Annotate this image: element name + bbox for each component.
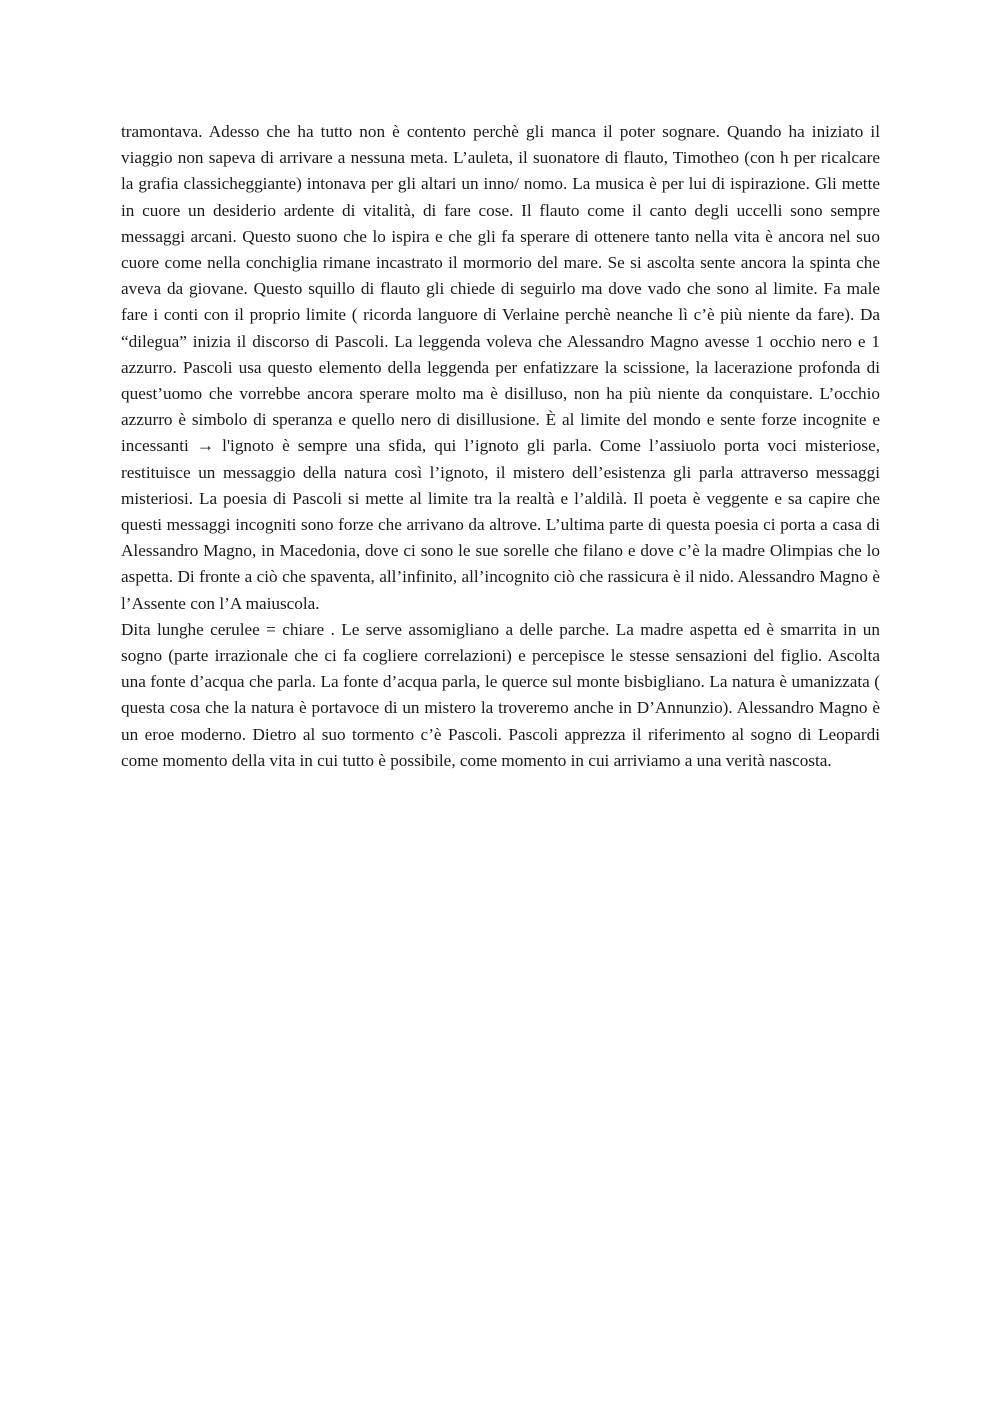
body-text xyxy=(121,119,880,774)
paragraph-2: Dita lunghe cerulee = chiare . Le serve assomigliano a delle parche. La madre aspetta ed è smarrita in un sogno (parte irrazionale che ci fa cogliere correlazioni) e percepisce le stesse sensazioni del figlio. Ascolta una fonte d’acqua che parla. La fonte d’acqua parla, le querce sul monte bisbigliano. La natura è umanizzata ( questa cosa che la natura è portavoce di un mistero la troveremo anche in D’Annunzio). Alessandro Magno è un eroe moderno. Dietro al suo tormento c’è Pascoli. Pascoli apprezza il riferimento al sogno di Leopardi come momento della vita in cui tutto è possibile, come momento in cui arriviamo a una verità nascosta. xyxy=(121,619,880,770)
paragraph-1: tramontava. Adesso che ha tutto non è contento perchè gli manca il poter sognare. Quando ha iniziato il viaggio non sapeva di arrivare a nessuna meta. L’auleta, il suonatore di flauto, Timotheo (con h per ricalcare la grafia classicheggiante) intonava per gli altari un inno/ nomo. La musica è per lui di ispirazione. Gli mette in cuore un desiderio ardente di vitalità, di fare cose. Il flauto come il canto degli uccelli sono sempre messaggi arcani. Questo suono che lo ispira e che gli fa sperare di ottenere tanto nella vita è ancora nel suo cuore come nella conchiglia rimane incastrato il mormorio del mare. Se si ascolta sente ancora la spinta che aveva da giovane. Questo squillo di flauto gli chiede di seguirlo ma dove vado che sono al limite. Fa male fare i conti con il proprio limite ( ricorda languore di Verlaine perchè neanche lì c’è più niente da fare). Da “dilegua” inizia il discorso di Pascoli. La leggenda voleva che Alessandro Magno avesse 1 occhio nero e 1 azzurro. Pascoli usa questo elemento della leggenda per enfatizzare la scissione, la lacerazione profonda di quest’uomo che vorrebbe ancora sperare molto ma è disilluso, non ha più niente da conquistare. L’occhio azzurro è simbolo di speranza e quello nero di disillusione. È al limite del mondo e sente forze incognite e incessanti → l'ignoto è sempre una sfida, qui l’ignoto gli parla. Come l’assiuolo porta voci misteriose, restituisce un messaggio della natura così l’ignoto, il mistero dell’esistenza gli parla attraverso messaggi misteriosi. La poesia di Pascoli si mette al limite tra la realtà e l’aldilà. Il poeta è veggente e sa capire che questi messaggi incogniti sono forze che arrivano da altrove. L’ultima parte di questa poesia ci porta a casa di Alessandro Magno, in Macedonia, dove ci sono le sue sorelle che filano e dove c’è la madre Olimpias che lo aspetta. Di fronte a ciò che spaventa, all’infinito, all’incognito ciò che rassicura è il nido. Alessandro Magno è l’Assente con l’A maiuscola. xyxy=(121,122,880,613)
